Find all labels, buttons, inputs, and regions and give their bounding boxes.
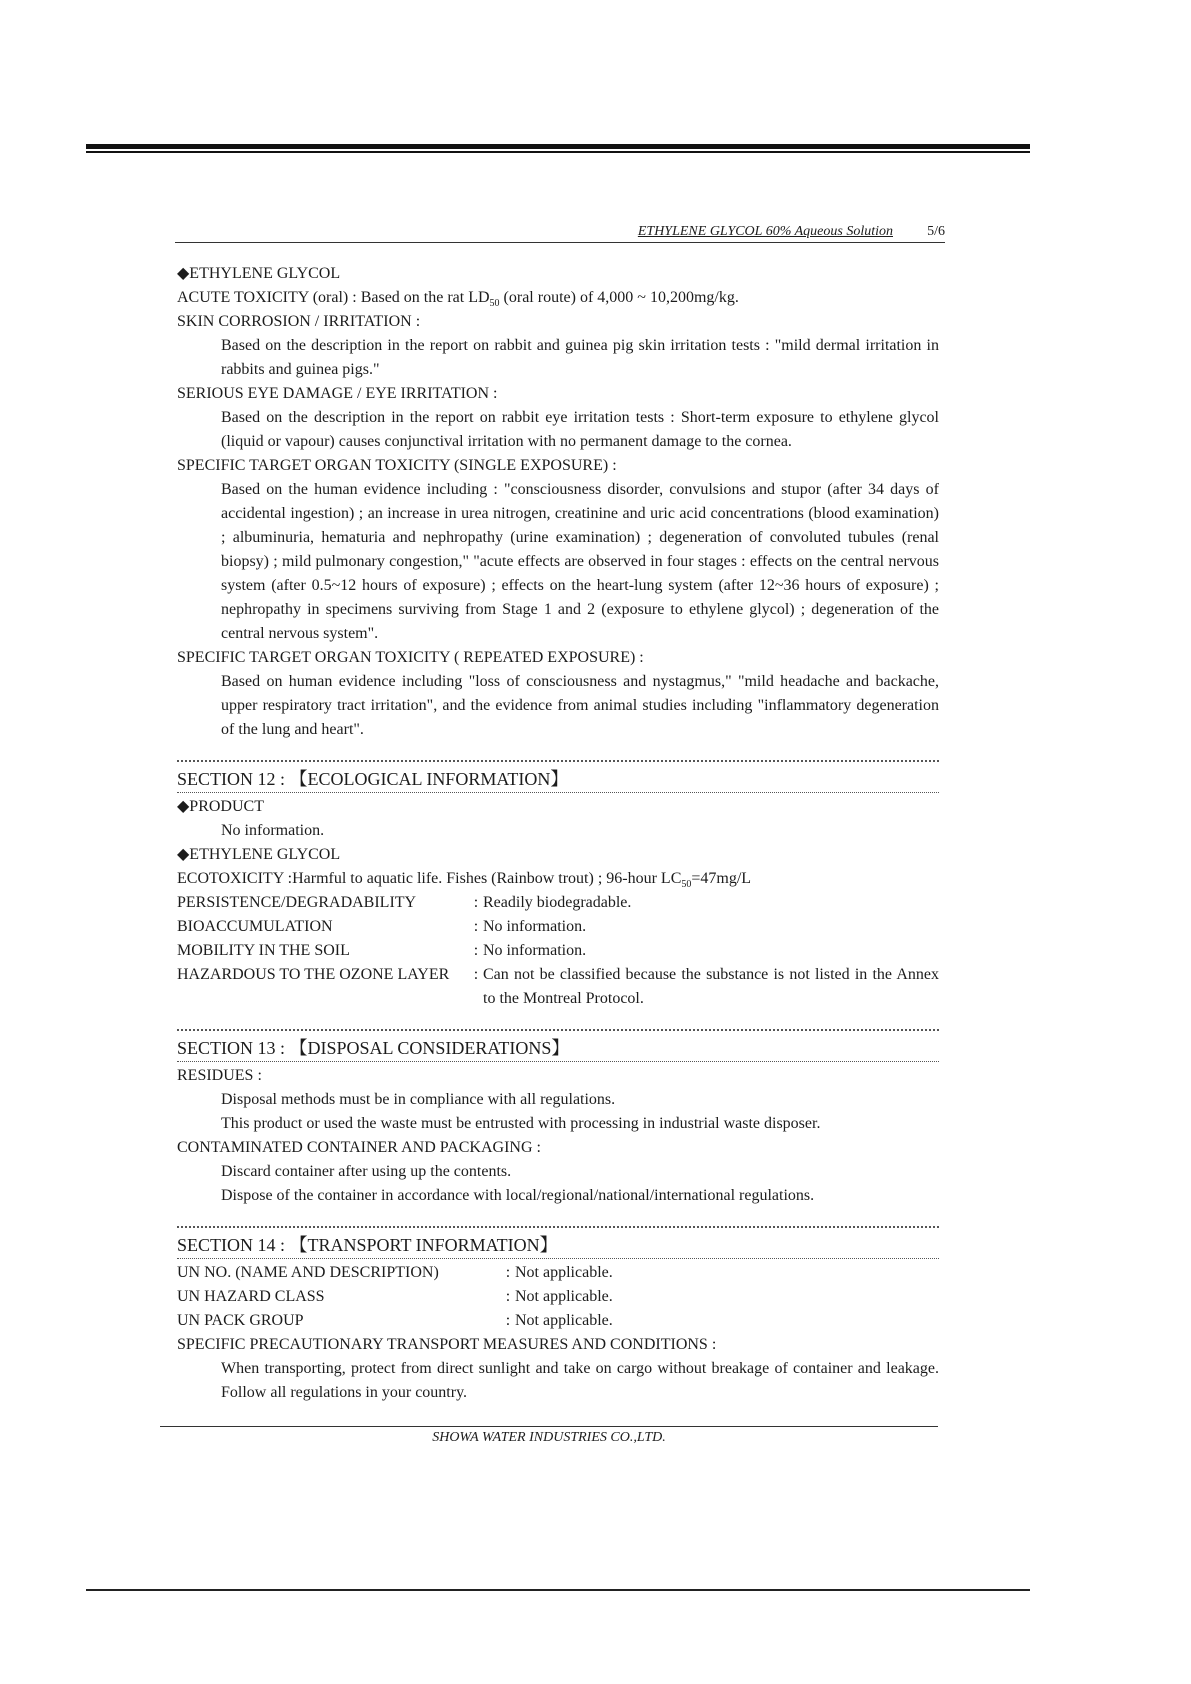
ecotoxicity-label: ECOTOXICITY	[177, 870, 284, 887]
section-divider	[177, 760, 939, 762]
eco-row: BIOACCUMULATION : No information.	[177, 915, 939, 939]
product-heading: ◆PRODUCT	[177, 798, 264, 815]
eco-row-value: Readily biodegradable.	[483, 894, 632, 911]
container-line: Discard container after using up the contents.	[221, 1163, 512, 1180]
eco-row-label: HAZARDOUS TO THE OZONE LAYER	[177, 966, 450, 983]
section-13-title: SECTION 13 : 【DISPOSAL CONSIDERATIONS】	[177, 1035, 939, 1062]
ecotoxicity	[177, 867, 939, 891]
transport-row-label: UN PACK GROUP	[177, 1312, 304, 1329]
residues-label: RESIDUES :	[177, 1067, 262, 1084]
repeated-exposure-text: Based on human evidence including "loss of consciousness and nystagmus," "mild headache and backache, upper respiratory tract irritation", and the evidence from animal studies including "inflammatory degeneration of the lung and heart".	[221, 673, 939, 738]
top-border-thin	[86, 151, 1030, 153]
ecotoxicity-sub: 50	[681, 879, 692, 891]
section-12-title: SECTION 12 : 【ECOLOGICAL INFORMATION】	[177, 766, 939, 793]
transport-row: UN NO. (NAME AND DESCRIPTION) : Not applicable.	[177, 1261, 939, 1285]
eco-row-label: MOBILITY IN THE SOIL	[177, 942, 350, 959]
ecotoxicity-text-post: =47mg/L	[691, 870, 752, 887]
acute-toxicity-sub: 50	[489, 298, 500, 310]
single-exposure-text: Based on the human evidence including : "consciousness disorder, convulsions and stupor (after 34 days of accidental ingestion) ; an increase in urea nitrogen, creatinine and uric acid concentrations (blood examination) ; albuminuria, hematuria and nephropathy (urine examination) ; degeneration of convoluted tubules (renal biopsy) ; mild pulmonary congestion," "acute effects are observed in four stages : effects on the central nervous system (after 0.5~12 hours of exposure) ; effects on the heart-lung system (after 12~36 hours of exposure) ; nephropathy in specimens surviving from Stage 1 and 2 (exposure to ethylene glycol) ; degeneration of the central nervous system".	[221, 481, 939, 642]
document-title: ETHYLENE GLYCOL 60% Aqueous Solution	[637, 224, 893, 239]
substance-heading: ◆ETHYLENE GLYCOL	[177, 265, 341, 282]
acute-toxicity-text-pre: Based on the rat LD	[360, 289, 490, 306]
ecotoxicity-text-pre: :Harmful to aquatic life. Fishes (Rainbow trout) ; 96-hour LC	[287, 870, 682, 887]
transport-row-value: Not applicable.	[515, 1312, 613, 1329]
residues-line: Disposal methods must be in compliance with all regulations.	[221, 1091, 616, 1108]
acute-toxicity-label: ACUTE TOXICITY (oral)	[177, 289, 349, 306]
eco-row: HAZARDOUS TO THE OZONE LAYER : Can not be classified because the substance is not listed in the Annex to the Montreal Protocol.	[177, 963, 939, 1011]
page-number: 5/6	[927, 224, 945, 239]
container-label: CONTAMINATED CONTAINER AND PACKAGING :	[177, 1139, 541, 1156]
section-divider	[177, 1029, 939, 1031]
page-header	[175, 222, 945, 243]
bottom-border	[86, 1589, 1030, 1591]
eco-row-label: PERSISTENCE/DEGRADABILITY	[177, 894, 417, 911]
eco-row-value: No information.	[483, 942, 587, 959]
eco-row-value: Can not be classified because the substance is not listed in the Annex to the Montreal Protocol.	[483, 966, 939, 1007]
residues-line: This product or used the waste must be entrusted with processing in industrial waste disposer.	[221, 1115, 821, 1132]
company-name: SHOWA WATER INDUSTRIES CO.,LTD.	[432, 1430, 666, 1445]
eco-row-label: BIOACCUMULATION	[177, 918, 333, 935]
substance-heading-eco: ◆ETHYLENE GLYCOL	[177, 846, 341, 863]
section-divider	[177, 1226, 939, 1228]
transport-row-label: UN NO. (NAME AND DESCRIPTION)	[177, 1264, 439, 1281]
page-content	[177, 262, 939, 1405]
section-14-title: SECTION 14 : 【TRANSPORT INFORMATION】	[177, 1232, 939, 1259]
eye-text: Based on the description in the report on rabbit eye irritation tests : Short-term exposure to ethylene glycol (liquid or vapour) causes conjunctival irritation with no permanent damage to the cornea.	[221, 409, 939, 450]
transport-row-value: Not applicable.	[515, 1264, 613, 1281]
top-border-thick	[86, 144, 1030, 149]
acute-toxicity-text-post: (oral route) of 4,000 ~ 10,200mg/kg.	[499, 289, 739, 306]
precaution-text: When transporting, protect from direct sunlight and take on cargo without breakage of container and leakage. Follow all regulations in your country.	[221, 1360, 939, 1401]
container-line: Dispose of the container in accordance with local/regional/national/international regulations.	[221, 1187, 815, 1204]
product-text: No information.	[221, 822, 325, 839]
skin-text: Based on the description in the report on rabbit and guinea pig skin irritation tests : "mild dermal irritation in rabbits and guinea pigs."	[221, 337, 939, 378]
eco-row-value: No information.	[483, 918, 587, 935]
eye-label: SERIOUS EYE DAMAGE / EYE IRRITATION :	[177, 385, 498, 402]
page-footer	[160, 1426, 938, 1446]
transport-row-label: UN HAZARD CLASS	[177, 1288, 325, 1305]
repeated-exposure-label: SPECIFIC TARGET ORGAN TOXICITY ( REPEATED EXPOSURE) :	[177, 649, 644, 666]
single-exposure-label: SPECIFIC TARGET ORGAN TOXICITY (SINGLE EXPOSURE) :	[177, 457, 617, 474]
eco-row: MOBILITY IN THE SOIL : No information.	[177, 939, 939, 963]
transport-row: UN PACK GROUP : Not applicable.	[177, 1309, 939, 1333]
transport-row-value: Not applicable.	[515, 1288, 613, 1305]
acute-toxicity: ACUTE TOXICITY (oral) : Based on the rat $LD_{50}$ (oral route) of 4,000 ~ 10,200mg/kg.	[177, 289, 739, 310]
eco-row: PERSISTENCE/DEGRADABILITY : Readily biodegradable.	[177, 891, 939, 915]
skin-label: SKIN CORROSION / IRRITATION :	[177, 313, 421, 330]
precaution-label: SPECIFIC PRECAUTIONARY TRANSPORT MEASURES AND CONDITIONS :	[177, 1336, 717, 1353]
transport-row: UN HAZARD CLASS : Not applicable.	[177, 1285, 939, 1309]
